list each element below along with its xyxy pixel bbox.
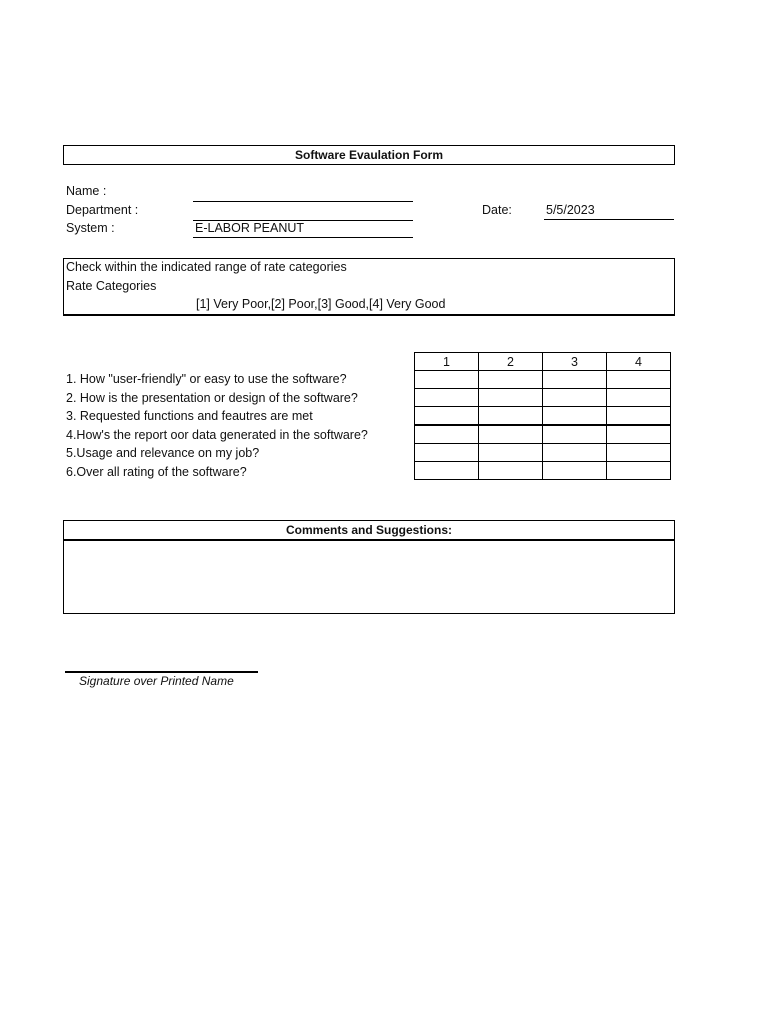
question-2: 2. How is the presentation or design of the software? — [66, 391, 358, 405]
rating-cell[interactable] — [607, 371, 671, 389]
name-label: Name : — [66, 184, 107, 198]
rating-cell[interactable] — [415, 407, 479, 426]
rating-cell[interactable] — [479, 462, 543, 480]
rating-header-1: 1 — [415, 353, 479, 371]
date-field[interactable]: 5/5/2023 — [544, 203, 674, 220]
rate-instruction: Check within the indicated range of rate categories — [66, 260, 347, 274]
rating-row-1 — [415, 371, 671, 389]
rating-cell[interactable] — [543, 371, 607, 389]
rate-categories-label: Rate Categories — [66, 279, 157, 293]
rating-row-6 — [415, 462, 671, 480]
question-6: 6.Over all rating of the software? — [66, 465, 247, 479]
rating-cell[interactable] — [607, 407, 671, 426]
date-label: Date: — [482, 203, 512, 217]
rating-cell[interactable] — [607, 462, 671, 480]
comments-header: Comments and Suggestions: — [63, 520, 675, 541]
department-label: Department : — [66, 203, 139, 217]
rating-row-2 — [415, 389, 671, 407]
name-field[interactable] — [193, 184, 413, 202]
rating-header-4: 4 — [607, 353, 671, 371]
system-label: System : — [66, 221, 115, 235]
rating-cell[interactable] — [415, 425, 479, 444]
question-1: 1. How "user-friendly" or easy to use the software? — [66, 372, 347, 386]
rating-row-4 — [415, 425, 671, 444]
rating-cell[interactable] — [543, 444, 607, 462]
rating-row-5 — [415, 444, 671, 462]
department-field[interactable] — [193, 203, 413, 221]
rating-cell[interactable] — [415, 371, 479, 389]
rating-cell[interactable] — [479, 407, 543, 426]
rating-cell[interactable] — [607, 389, 671, 407]
rating-cell[interactable] — [479, 389, 543, 407]
question-3: 3. Requested functions and feautres are met — [66, 409, 313, 423]
rating-cell[interactable] — [415, 462, 479, 480]
rating-cell[interactable] — [415, 444, 479, 462]
rating-cell[interactable] — [479, 425, 543, 444]
rating-cell[interactable] — [543, 425, 607, 444]
system-field[interactable]: E-LABOR PEANUT — [193, 221, 413, 238]
rate-categories-legend: [1] Very Poor,[2] Poor,[3] Good,[4] Very Good — [196, 297, 446, 311]
rating-header-3: 3 — [543, 353, 607, 371]
rating-table — [414, 352, 671, 480]
form-title: Software Evaulation Form — [63, 145, 675, 165]
signature-label: Signature over Printed Name — [79, 674, 234, 688]
rating-cell[interactable] — [479, 371, 543, 389]
rating-cell[interactable] — [479, 444, 543, 462]
question-5: 5.Usage and relevance on my job? — [66, 446, 260, 460]
comments-textarea[interactable] — [63, 540, 675, 614]
rating-cell[interactable] — [543, 462, 607, 480]
rating-cell[interactable] — [607, 444, 671, 462]
question-4: 4.How's the report oor data generated in the software? — [66, 428, 368, 442]
rating-header-2: 2 — [479, 353, 543, 371]
signature-line[interactable] — [65, 671, 258, 673]
rating-cell[interactable] — [543, 407, 607, 426]
rating-cell[interactable] — [543, 389, 607, 407]
rating-header-row — [415, 353, 671, 371]
rate-categories-box — [63, 258, 675, 316]
rating-cell[interactable] — [607, 425, 671, 444]
rating-cell[interactable] — [415, 389, 479, 407]
rating-row-3 — [415, 407, 671, 426]
